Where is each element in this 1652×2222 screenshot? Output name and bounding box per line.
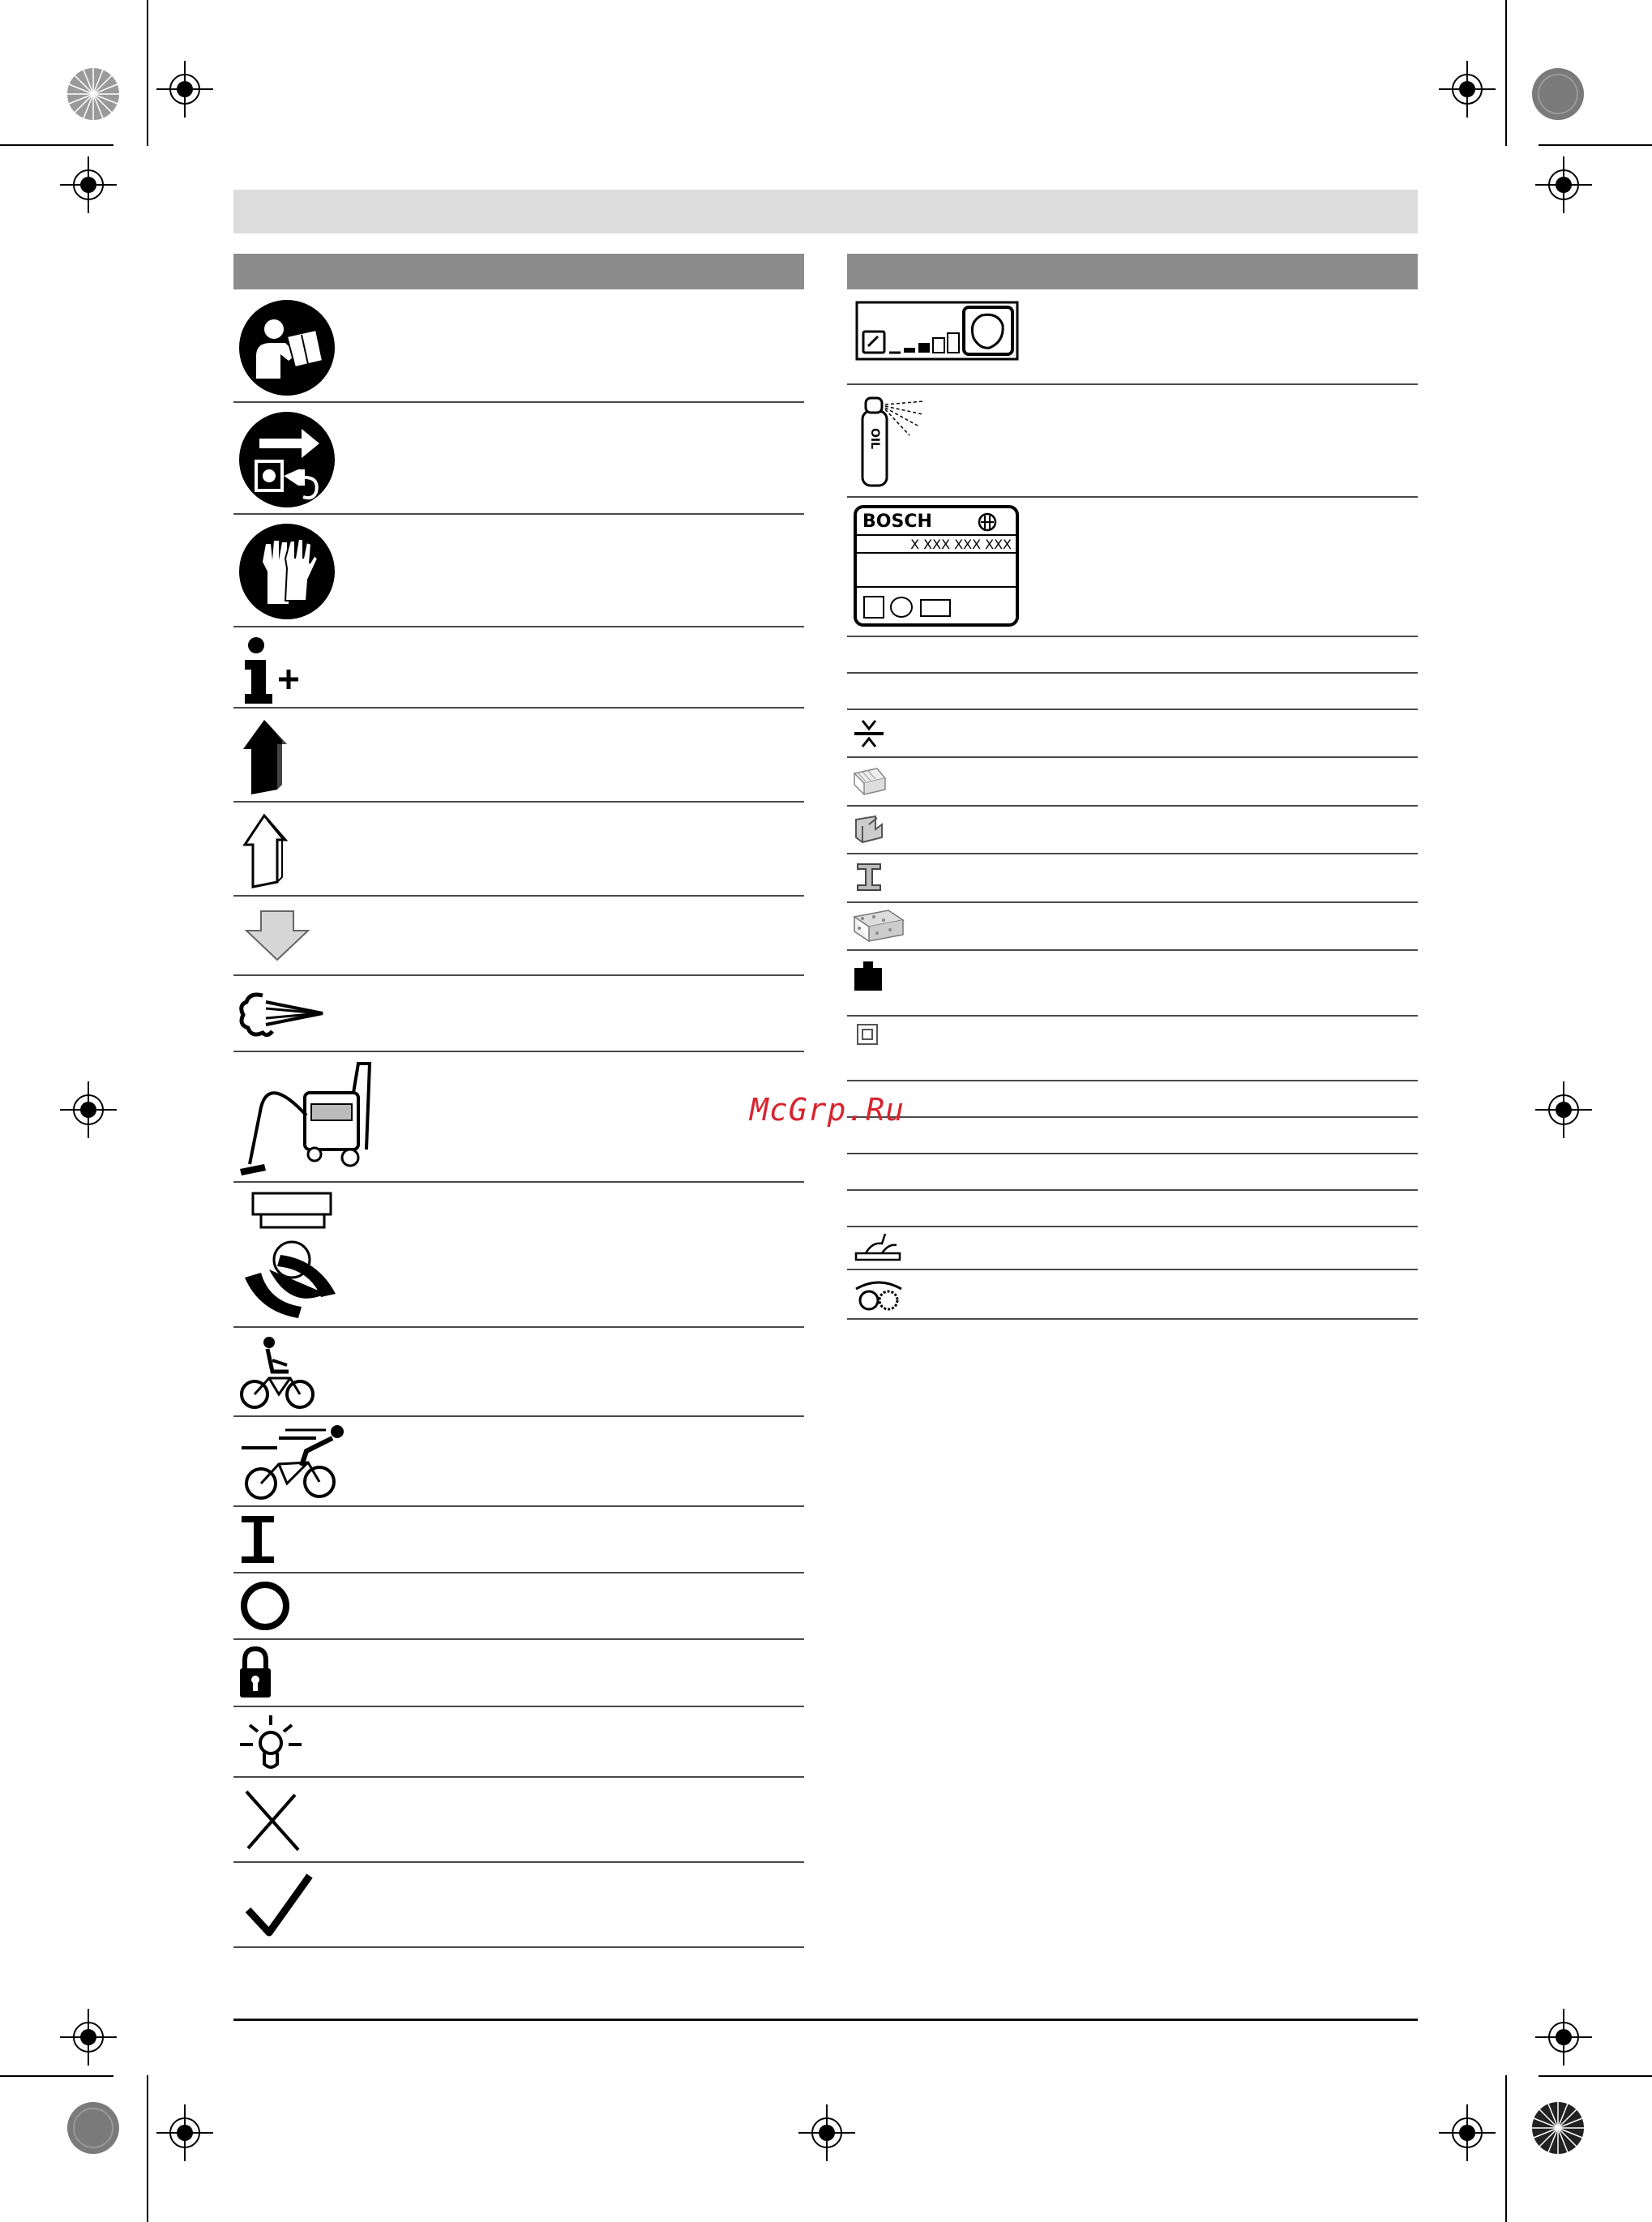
registration-mark: [60, 1081, 117, 1138]
row-divider: [233, 1572, 804, 1573]
oil-can-label: OIL: [868, 427, 881, 450]
left-column-header: [233, 254, 804, 289]
read-manual-icon: [238, 299, 336, 396]
row-divider: [847, 672, 1418, 674]
wheels-icon: [853, 1276, 905, 1313]
row-divider: [847, 1153, 1418, 1154]
stone-icon: [853, 909, 905, 944]
row-divider: [233, 626, 804, 627]
info-plus-icon: [240, 636, 302, 704]
check-icon: [245, 1873, 313, 1937]
steel-beam-icon: [853, 861, 885, 893]
row-divider: [847, 805, 1418, 807]
row-divider: [233, 1415, 804, 1417]
rotate-disc-icon: [237, 1188, 344, 1323]
arrow-up-filled-icon: [240, 717, 292, 796]
nameplate-number: X XXX XXX XXX: [910, 537, 1012, 552]
row-divider: [233, 1706, 804, 1707]
unplug-icon: [238, 411, 336, 508]
row-divider: [233, 513, 804, 515]
cyclist-fast-icon: [238, 1424, 349, 1501]
row-divider: [233, 1861, 804, 1863]
arrow-down-gray-icon: [243, 908, 311, 963]
registration-mark: [156, 2104, 213, 2161]
crop-line: [1539, 2075, 1652, 2077]
row-divider: [233, 1051, 804, 1052]
surface-icon: [853, 1231, 903, 1263]
registration-mark: [1535, 2009, 1592, 2066]
gloves-icon: [238, 523, 336, 620]
row-divider: [847, 1269, 1418, 1270]
row-divider: [847, 1116, 1418, 1118]
metal-sheet-icon: [853, 813, 885, 846]
star-target-icon: [1531, 2101, 1585, 2155]
row-divider: [233, 1638, 804, 1640]
row-divider: [847, 756, 1418, 758]
registration-mark: [60, 156, 117, 213]
power-on-icon: [240, 1514, 276, 1565]
row-divider: [233, 1776, 804, 1778]
footer-rule: [233, 2019, 1418, 2021]
cyclist-slow-icon: [240, 1336, 316, 1411]
power-level-icon: [855, 301, 1019, 361]
registration-mark: [1439, 61, 1496, 118]
row-divider: [847, 709, 1418, 710]
crop-line: [0, 2075, 113, 2077]
crop-line: [147, 2075, 148, 2222]
vacuum-cleaner-icon: [237, 1059, 376, 1180]
row-divider: [847, 1226, 1418, 1227]
row-divider: [847, 636, 1418, 637]
watermark-text: McGrp.Ru: [750, 1092, 905, 1128]
row-divider: [847, 1080, 1418, 1081]
row-divider: [233, 1326, 804, 1328]
row-divider: [847, 496, 1418, 498]
cross-icon: [243, 1788, 302, 1853]
row-divider: [847, 853, 1418, 854]
weight-icon: [853, 960, 884, 992]
row-divider: [233, 801, 804, 803]
crop-line: [1539, 144, 1652, 146]
light-icon: [238, 1714, 303, 1772]
star-target-icon: [66, 67, 120, 121]
gray-disc-icon: [66, 2101, 120, 2155]
gray-disc-icon: [1531, 67, 1585, 121]
row-divider: [847, 949, 1418, 951]
crop-line: [0, 144, 113, 146]
row-divider: [847, 901, 1418, 903]
crop-line: [147, 0, 148, 146]
registration-mark: [156, 61, 213, 118]
row-divider: [233, 1505, 804, 1507]
page-header-band: [233, 190, 1418, 233]
power-off-icon: [240, 1581, 290, 1631]
registration-mark: [798, 2104, 855, 2161]
row-divider: [847, 1318, 1418, 1320]
arrow-up-outline-icon: [240, 811, 292, 890]
cut-icon: [853, 717, 885, 750]
row-divider: [847, 383, 1418, 385]
registration-mark: [1535, 156, 1592, 213]
lock-icon: [238, 1646, 272, 1699]
row-divider: [233, 1946, 804, 1948]
row-divider: [233, 895, 804, 897]
nameplate-brand: BOSCH: [862, 512, 932, 532]
row-divider: [233, 1181, 804, 1183]
oil-spray-icon: [853, 393, 927, 489]
nameplate-icon: [853, 504, 1020, 627]
row-divider: [847, 1189, 1418, 1191]
row-divider: [233, 974, 804, 976]
crop-line: [1505, 0, 1507, 146]
wood-icon: [853, 765, 887, 798]
row-divider: [233, 401, 804, 403]
registration-mark: [1535, 1081, 1592, 1138]
registration-mark: [1439, 2104, 1496, 2161]
crop-line: [1505, 2075, 1507, 2222]
dust-blow-icon: [238, 984, 326, 1042]
row-divider: [847, 1015, 1418, 1017]
protection-class-icon: [856, 1023, 879, 1046]
registration-mark: [60, 2009, 117, 2066]
right-column-header: [847, 254, 1418, 289]
row-divider: [233, 707, 804, 709]
